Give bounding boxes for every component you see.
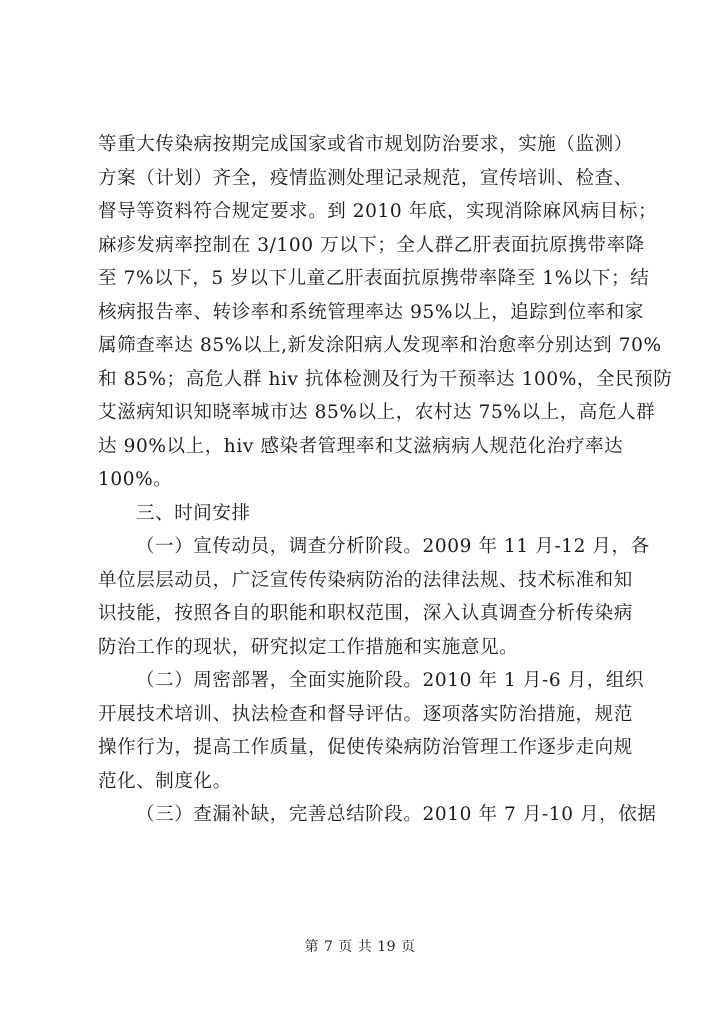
text-line: 属筛查率达 85%以上,新发涂阳病人发现率和治愈率分别达到 70% bbox=[98, 335, 662, 356]
text-line: 督导等资料符合规定要求。到 2010 年底，实现消除麻风病目标； bbox=[98, 201, 658, 222]
text-line: 识技能，按照各自的职能和职权范围，深入认真调查分析传染病 bbox=[98, 603, 633, 624]
text-line: （三）查漏补缺，完善总结阶段。2010 年 7 月-10 月，依据 bbox=[136, 804, 657, 825]
text-line: 至 7%以下，5 岁以下儿童乙肝表面抗原携带率降至 1%以下；结 bbox=[98, 268, 650, 289]
section-heading: 三、时间安排 bbox=[136, 502, 251, 524]
text-line: 操作行为，提高工作质量，促使传染病防治管理工作逐步走向规 bbox=[98, 737, 633, 758]
text-line: （一）宣传动员，调查分析阶段。2009 年 11 月-12 月，各 bbox=[136, 536, 650, 557]
text-line: 达 90%以上，hiv 感染者管理率和艾滋病病人规范化治疗率达 bbox=[98, 435, 624, 457]
text-line: 防治工作的现状，研究拟定工作措施和实施意见。 bbox=[98, 636, 519, 658]
text-line: （二）周密部署，全面实施阶段。2010 年 1 月-6 月，组织 bbox=[136, 670, 645, 691]
text-line: 单位层层动员，广泛宣传传染病防治的法律法规、技术标准和知 bbox=[98, 569, 633, 591]
text-line: 和 85%；高危人群 hiv 抗体检测及行为干预率达 100%，全民预防 bbox=[98, 368, 673, 390]
document-body bbox=[98, 128, 673, 832]
text-line: 核病报告率、转诊率和系统管理率达 95%以上，追踪到位率和家 bbox=[98, 301, 645, 323]
text-line: 等重大传染病按期完成国家或省市规划防治要求，实施（监测） bbox=[98, 134, 633, 155]
page-number-footer: 第 7 页 共 19 页 bbox=[304, 939, 416, 955]
text-line: 麻疹发病率控制在 3/100 万以下；全人群乙肝表面抗原携带率降 bbox=[98, 234, 645, 256]
text-line: 范化、制度化。 bbox=[98, 770, 232, 792]
text-line: 100%。 bbox=[98, 469, 173, 490]
text-line: 方案（计划）齐全，疫情监测处理记录规范，宣传培训、检查、 bbox=[98, 167, 633, 189]
text-line: 艾滋病知识知晓率城市达 85%以上，农村达 75%以上，高危人群 bbox=[98, 402, 656, 423]
text-line: 开展技术培训、执法检查和督导评估。逐项落实防治措施，规范 bbox=[98, 703, 633, 725]
